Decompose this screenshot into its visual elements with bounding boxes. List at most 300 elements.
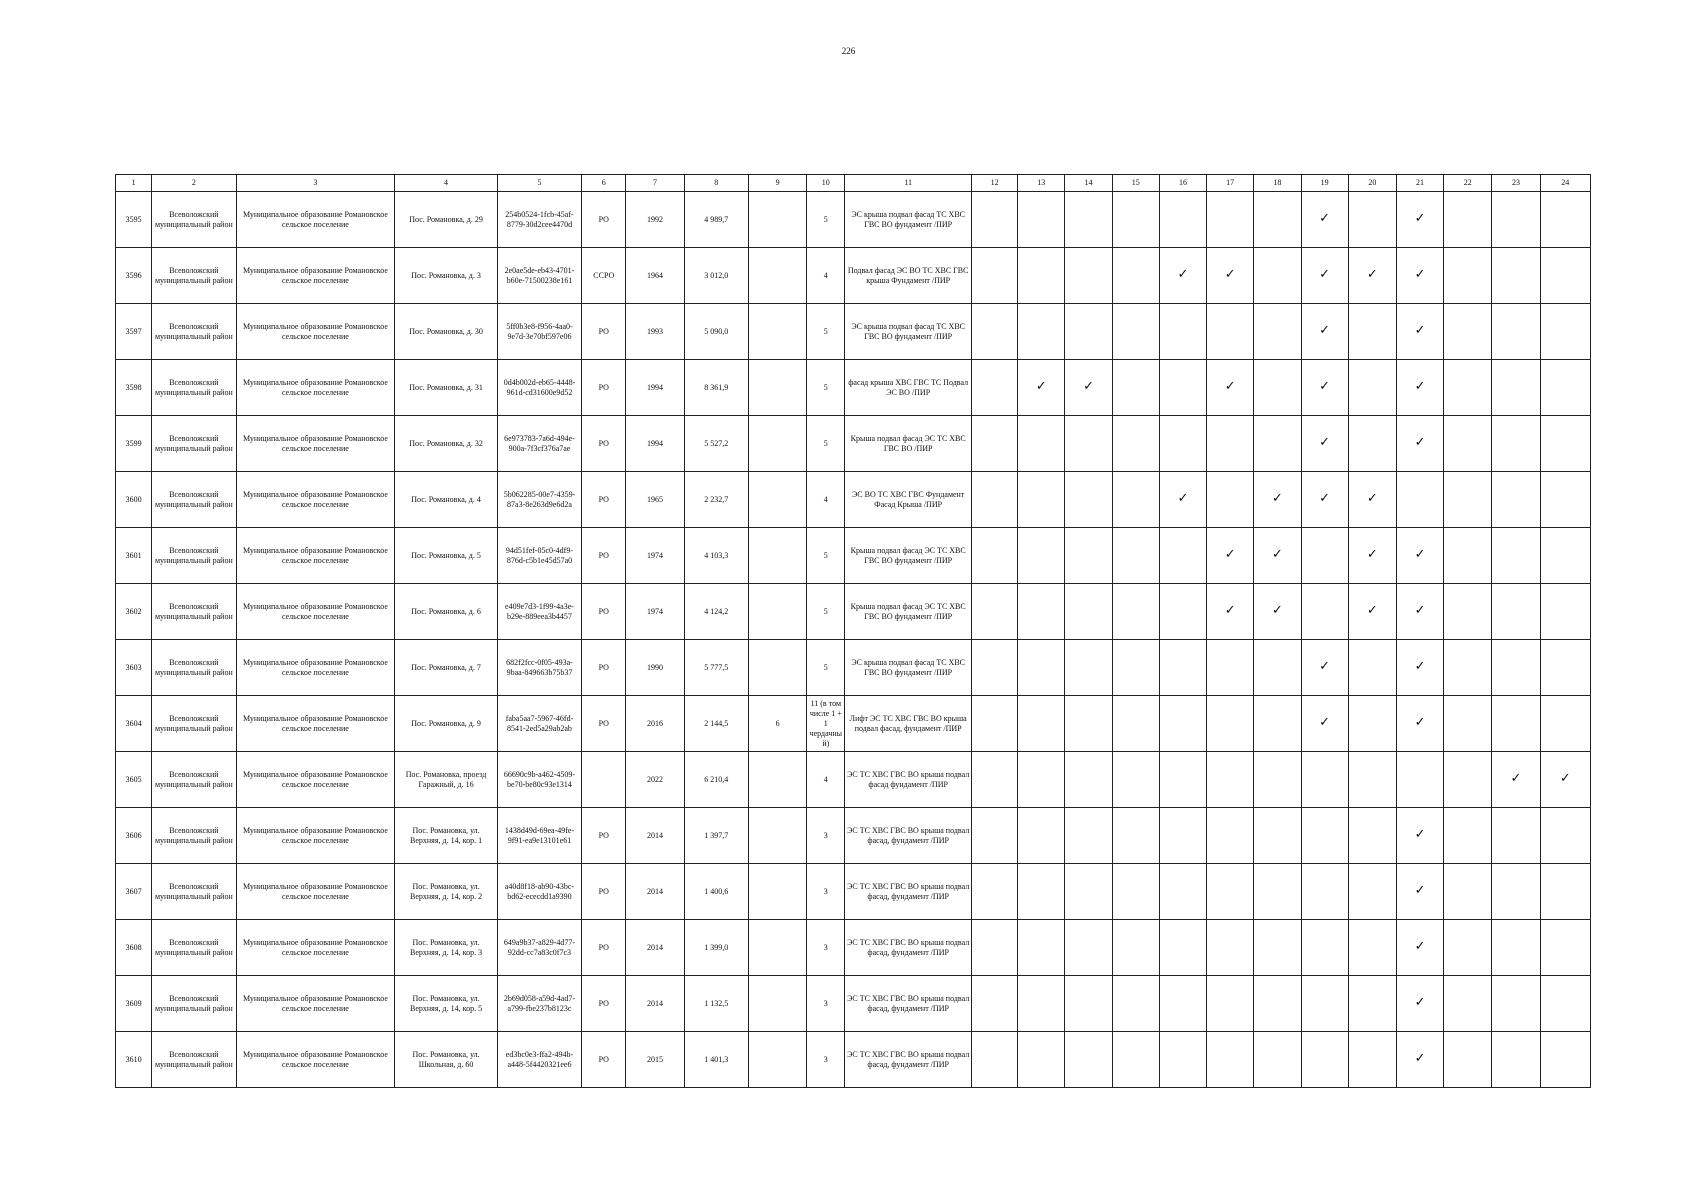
- empty-cell-19: [1301, 584, 1348, 640]
- district-cell: Всеволожский муниципальный район: [152, 1032, 236, 1088]
- works-cell: Лифт ЭС ТС ХВС ГВС ВО крыша подвал фасад, фундамент /ПИР: [845, 696, 972, 752]
- empty-cell-12: [971, 360, 1017, 416]
- col9-cell: [748, 360, 806, 416]
- works-cell: фасад крыша ХВС ГВС ТС Подвал ЭС ВО /ПИР: [845, 360, 972, 416]
- municipality-cell: Муниципальное образование Романовское сельское поселение: [236, 528, 395, 584]
- works-cell: ЭС ТС ХВС ГВС ВО крыша подвал фасад, фундамент /ПИР: [845, 920, 972, 976]
- table-row: [116, 920, 1591, 976]
- check-cell-23: [1492, 752, 1540, 808]
- check-cell-20: [1348, 248, 1396, 304]
- guid-cell: 6e973783-7a6d-494e-900a-7f3cf376a7ae: [497, 416, 581, 472]
- guid-cell: faba5aa7-5967-46fd-8541-2ed5a29ab2ab: [497, 696, 581, 752]
- district-cell: Всеволожский муниципальный район: [152, 640, 236, 696]
- address-cell: Пос. Романовка, ул. Верхняя, д. 14, кор. 5: [395, 976, 497, 1032]
- guid-cell: 1438d49d-69ea-49fe-9f91-ea9e13101e61: [497, 808, 581, 864]
- check-mark-icon: ✓: [1271, 603, 1283, 618]
- empty-cell-14: [1065, 416, 1112, 472]
- empty-cell-22: [1444, 808, 1492, 864]
- empty-cell-18: [1254, 696, 1301, 752]
- works-cell: ЭС ТС ХВС ГВС ВО крыша подвал фасад, фундамент /ПИР: [845, 1032, 972, 1088]
- org-cell: [582, 752, 626, 808]
- empty-cell-24: [1540, 976, 1590, 1032]
- check-cell-19: [1301, 640, 1348, 696]
- year-cell: 1994: [626, 416, 684, 472]
- empty-cell-15: [1112, 472, 1159, 528]
- address-cell: Пос. Романовка, ул. Школьная, д. 60: [395, 1032, 497, 1088]
- area-cell: 3 012,0: [684, 248, 748, 304]
- empty-cell-19: [1301, 808, 1348, 864]
- row-number-cell: 3601: [116, 528, 152, 584]
- check-mark-icon: ✓: [1414, 939, 1426, 954]
- guid-cell: 2e0ae5de-eb43-4701-b60e-71500238e161: [497, 248, 581, 304]
- check-mark-icon: ✓: [1224, 379, 1236, 394]
- empty-cell-22: [1444, 1032, 1492, 1088]
- check-cell-21: [1396, 192, 1443, 248]
- empty-cell-13: [1018, 864, 1065, 920]
- check-cell-21: [1396, 808, 1443, 864]
- org-cell: РО: [582, 528, 626, 584]
- org-cell: РО: [582, 304, 626, 360]
- table-row: [116, 584, 1591, 640]
- guid-cell: e409e7d3-1f99-4a3e-b29e-889eea3b4457: [497, 584, 581, 640]
- empty-cell-18: [1254, 920, 1301, 976]
- year-cell: 2022: [626, 752, 684, 808]
- empty-cell-15: [1112, 304, 1159, 360]
- empty-cell-16: [1159, 920, 1206, 976]
- municipality-cell: Муниципальное образование Романовское сельское поселение: [236, 1032, 395, 1088]
- table-body: [116, 175, 1591, 1088]
- empty-cell-13: [1018, 1032, 1065, 1088]
- area-cell: 1 132,5: [684, 976, 748, 1032]
- empty-cell-18: [1254, 416, 1301, 472]
- check-mark-icon: ✓: [1414, 379, 1426, 394]
- address-cell: Пос. Романовка, д. 4: [395, 472, 497, 528]
- empty-cell-17: [1207, 696, 1254, 752]
- guid-cell: 2b69d058-a59d-4ad7-a799-fbe237b8123c: [497, 976, 581, 1032]
- check-mark-icon: ✓: [1414, 435, 1426, 450]
- area-cell: 4 989,7: [684, 192, 748, 248]
- empty-cell-16: [1159, 304, 1206, 360]
- area-cell: 5 527,2: [684, 416, 748, 472]
- empty-cell-15: [1112, 640, 1159, 696]
- row-number-cell: 3610: [116, 1032, 152, 1088]
- empty-cell-22: [1444, 640, 1492, 696]
- floors-cell: 4: [807, 752, 845, 808]
- check-mark-icon: ✓: [1319, 211, 1331, 226]
- row-number-cell: 3608: [116, 920, 152, 976]
- check-mark-icon: ✓: [1319, 323, 1331, 338]
- table-row: [116, 472, 1591, 528]
- empty-cell-19: [1301, 864, 1348, 920]
- works-cell: ЭС ТС ХВС ГВС ВО крыша подвал фасад, фундамент /ПИР: [845, 808, 972, 864]
- empty-cell-14: [1065, 752, 1112, 808]
- works-cell: ЭС крыша подвал фасад ТС ХВС ГВС ВО фундамент /ПИР: [845, 304, 972, 360]
- column-number-cell: 8: [684, 175, 748, 192]
- check-mark-icon: ✓: [1414, 603, 1426, 618]
- page-number: 226: [841, 46, 856, 56]
- org-cell: РО: [582, 976, 626, 1032]
- column-number-cell: 21: [1396, 175, 1443, 192]
- district-cell: Всеволожский муниципальный район: [152, 304, 236, 360]
- check-cell-17: [1207, 584, 1254, 640]
- check-cell-20: [1348, 472, 1396, 528]
- empty-cell-15: [1112, 416, 1159, 472]
- check-mark-icon: ✓: [1414, 267, 1426, 282]
- empty-cell-14: [1065, 528, 1112, 584]
- check-mark-icon: ✓: [1366, 547, 1378, 562]
- address-cell: Пос. Романовка, д. 5: [395, 528, 497, 584]
- empty-cell-12: [971, 528, 1017, 584]
- empty-cell-17: [1207, 192, 1254, 248]
- check-cell-17: [1207, 528, 1254, 584]
- floors-cell: 5: [807, 304, 845, 360]
- column-number-cell: 12: [971, 175, 1017, 192]
- empty-cell-20: [1348, 192, 1396, 248]
- column-number-cell: 11: [845, 175, 972, 192]
- year-cell: 2016: [626, 696, 684, 752]
- empty-cell-21: [1396, 472, 1443, 528]
- col9-cell: [748, 808, 806, 864]
- works-cell: ЭС крыша подвал фасад ТС ХВС ГВС ВО фундамент /ПИР: [845, 640, 972, 696]
- empty-cell-22: [1444, 360, 1492, 416]
- empty-cell-15: [1112, 864, 1159, 920]
- address-cell: Пос. Романовка, д. 31: [395, 360, 497, 416]
- empty-cell-13: [1018, 416, 1065, 472]
- empty-cell-20: [1348, 416, 1396, 472]
- row-number-cell: 3600: [116, 472, 152, 528]
- empty-cell-17: [1207, 920, 1254, 976]
- check-mark-icon: ✓: [1083, 379, 1094, 394]
- org-cell: РО: [582, 192, 626, 248]
- year-cell: 1965: [626, 472, 684, 528]
- guid-cell: 5b062285-00e7-4359-87a3-8e263d9e6d2a: [497, 472, 581, 528]
- check-mark-icon: ✓: [1414, 995, 1426, 1010]
- row-number-cell: 3603: [116, 640, 152, 696]
- municipality-cell: Муниципальное образование Романовское сельское поселение: [236, 360, 395, 416]
- works-cell: ЭС ТС ХВС ГВС ВО крыша подвал фасад, фундамент /ПИР: [845, 864, 972, 920]
- empty-cell-23: [1492, 472, 1540, 528]
- row-number-cell: 3597: [116, 304, 152, 360]
- check-cell-21: [1396, 640, 1443, 696]
- check-cell-21: [1396, 1032, 1443, 1088]
- check-cell-19: [1301, 360, 1348, 416]
- table-row: [116, 752, 1591, 808]
- empty-cell-20: [1348, 752, 1396, 808]
- org-cell: ССРО: [582, 248, 626, 304]
- row-number-cell: 3609: [116, 976, 152, 1032]
- empty-cell-16: [1159, 416, 1206, 472]
- check-cell-21: [1396, 528, 1443, 584]
- municipality-cell: Муниципальное образование Романовское сельское поселение: [236, 696, 395, 752]
- district-cell: Всеволожский муниципальный район: [152, 472, 236, 528]
- check-cell-19: [1301, 304, 1348, 360]
- empty-cell-18: [1254, 752, 1301, 808]
- check-mark-icon: ✓: [1319, 379, 1331, 394]
- empty-cell-19: [1301, 920, 1348, 976]
- col9-cell: [748, 192, 806, 248]
- check-mark-icon: ✓: [1414, 883, 1426, 898]
- empty-cell-18: [1254, 1032, 1301, 1088]
- org-cell: РО: [582, 640, 626, 696]
- column-number-cell: 7: [626, 175, 684, 192]
- empty-cell-12: [971, 808, 1017, 864]
- floors-cell: 4: [807, 248, 845, 304]
- empty-cell-22: [1444, 472, 1492, 528]
- floors-cell: 5: [807, 584, 845, 640]
- empty-cell-14: [1065, 696, 1112, 752]
- column-number-cell: 4: [395, 175, 497, 192]
- guid-cell: 682f2fcc-0f05-493a-9baa-849663b75b37: [497, 640, 581, 696]
- empty-cell-17: [1207, 640, 1254, 696]
- check-cell-19: [1301, 248, 1348, 304]
- column-number-cell: 13: [1018, 175, 1065, 192]
- row-number-cell: 3595: [116, 192, 152, 248]
- works-cell: ЭС ВО ТС ХВС ГВС Фундамент Фасад Крыша /ПИР: [845, 472, 972, 528]
- empty-cell-23: [1492, 1032, 1540, 1088]
- empty-cell-18: [1254, 304, 1301, 360]
- municipality-cell: Муниципальное образование Романовское сельское поселение: [236, 864, 395, 920]
- area-cell: 1 397,7: [684, 808, 748, 864]
- column-number-cell: 16: [1159, 175, 1206, 192]
- col9-cell: [748, 416, 806, 472]
- municipality-cell: Муниципальное образование Романовское сельское поселение: [236, 808, 395, 864]
- area-cell: 2 232,7: [684, 472, 748, 528]
- empty-cell-18: [1254, 640, 1301, 696]
- empty-cell-20: [1348, 640, 1396, 696]
- check-mark-icon: ✓: [1510, 771, 1522, 786]
- empty-cell-23: [1492, 192, 1540, 248]
- check-mark-icon: ✓: [1177, 267, 1189, 282]
- year-cell: 2014: [626, 808, 684, 864]
- empty-cell-12: [971, 696, 1017, 752]
- row-number-cell: 3606: [116, 808, 152, 864]
- municipality-cell: Муниципальное образование Романовское сельское поселение: [236, 920, 395, 976]
- empty-cell-24: [1540, 192, 1590, 248]
- check-mark-icon: ✓: [1224, 603, 1236, 618]
- area-cell: 4 124,2: [684, 584, 748, 640]
- check-mark-icon: ✓: [1414, 1051, 1426, 1066]
- check-cell-21: [1396, 304, 1443, 360]
- address-cell: Пос. Романовка, д. 6: [395, 584, 497, 640]
- empty-cell-17: [1207, 864, 1254, 920]
- year-cell: 1974: [626, 528, 684, 584]
- col9-cell: [748, 752, 806, 808]
- municipality-cell: Муниципальное образование Романовское сельское поселение: [236, 248, 395, 304]
- year-cell: 1964: [626, 248, 684, 304]
- empty-cell-14: [1065, 192, 1112, 248]
- row-number-cell: 3607: [116, 864, 152, 920]
- empty-cell-14: [1065, 920, 1112, 976]
- check-mark-icon: ✓: [1319, 491, 1331, 506]
- empty-cell-15: [1112, 584, 1159, 640]
- empty-cell-22: [1444, 696, 1492, 752]
- column-number-cell: 14: [1065, 175, 1112, 192]
- floors-cell: 5: [807, 416, 845, 472]
- check-cell-18: [1254, 528, 1301, 584]
- empty-cell-12: [971, 248, 1017, 304]
- district-cell: Всеволожский муниципальный район: [152, 192, 236, 248]
- works-cell: Крыша подвал фасад ЭС ТС ХВС ГВС ВО фундамент /ПИР: [845, 584, 972, 640]
- empty-cell-12: [971, 864, 1017, 920]
- empty-cell-19: [1301, 1032, 1348, 1088]
- address-cell: Пос. Романовка, д. 32: [395, 416, 497, 472]
- col9-cell: [748, 584, 806, 640]
- works-cell: ЭС ТС ХВС ГВС ВО крыша подвал фасад фундамент /ПИР: [845, 752, 972, 808]
- address-cell: Пос. Романовка, проезд Гаражный, д. 16: [395, 752, 497, 808]
- empty-cell-22: [1444, 248, 1492, 304]
- guid-cell: 66690c9b-a462-4509-be70-be80c93e1314: [497, 752, 581, 808]
- empty-cell-16: [1159, 1032, 1206, 1088]
- empty-cell-15: [1112, 976, 1159, 1032]
- row-number-cell: 3599: [116, 416, 152, 472]
- empty-cell-22: [1444, 920, 1492, 976]
- floors-cell: 3: [807, 976, 845, 1032]
- column-number-cell: 24: [1540, 175, 1590, 192]
- municipality-cell: Муниципальное образование Романовское сельское поселение: [236, 752, 395, 808]
- col9-cell: [748, 304, 806, 360]
- empty-cell-23: [1492, 416, 1540, 472]
- check-mark-icon: ✓: [1414, 323, 1426, 338]
- col9-cell: [748, 976, 806, 1032]
- check-mark-icon: ✓: [1366, 267, 1378, 282]
- check-cell-19: [1301, 696, 1348, 752]
- check-mark-icon: ✓: [1319, 435, 1331, 450]
- district-cell: Всеволожский муниципальный район: [152, 976, 236, 1032]
- district-cell: Всеволожский муниципальный район: [152, 584, 236, 640]
- works-cell: Крыша подвал фасад ЭС ТС ХВС ГВС ВО фундамент /ПИР: [845, 528, 972, 584]
- empty-cell-13: [1018, 528, 1065, 584]
- column-number-cell: 17: [1207, 175, 1254, 192]
- empty-cell-23: [1492, 584, 1540, 640]
- check-cell-21: [1396, 248, 1443, 304]
- empty-cell-16: [1159, 976, 1206, 1032]
- area-cell: 2 144,5: [684, 696, 748, 752]
- check-cell-21: [1396, 584, 1443, 640]
- year-cell: 1990: [626, 640, 684, 696]
- empty-cell-24: [1540, 248, 1590, 304]
- table-row: [116, 696, 1591, 752]
- guid-cell: 94d51fef-05c0-4df9-876d-c5b1e45d57a0: [497, 528, 581, 584]
- empty-cell-12: [971, 1032, 1017, 1088]
- check-mark-icon: ✓: [1414, 827, 1426, 842]
- empty-cell-17: [1207, 1032, 1254, 1088]
- empty-cell-13: [1018, 304, 1065, 360]
- area-cell: 4 103,3: [684, 528, 748, 584]
- empty-cell-20: [1348, 1032, 1396, 1088]
- org-cell: РО: [582, 864, 626, 920]
- empty-cell-21: [1396, 752, 1443, 808]
- district-cell: Всеволожский муниципальный район: [152, 864, 236, 920]
- empty-cell-13: [1018, 808, 1065, 864]
- column-number-cell: 2: [152, 175, 236, 192]
- empty-cell-12: [971, 304, 1017, 360]
- check-mark-icon: ✓: [1414, 715, 1426, 730]
- empty-cell-16: [1159, 192, 1206, 248]
- empty-cell-24: [1540, 584, 1590, 640]
- check-mark-icon: ✓: [1271, 491, 1283, 506]
- column-number-cell: 3: [236, 175, 395, 192]
- empty-cell-20: [1348, 976, 1396, 1032]
- empty-cell-13: [1018, 640, 1065, 696]
- empty-cell-23: [1492, 696, 1540, 752]
- empty-cell-23: [1492, 920, 1540, 976]
- column-number-cell: 23: [1492, 175, 1540, 192]
- year-cell: 1993: [626, 304, 684, 360]
- col9-cell: [748, 248, 806, 304]
- column-number-cell: 19: [1301, 175, 1348, 192]
- col9-cell: 6: [748, 696, 806, 752]
- empty-cell-13: [1018, 192, 1065, 248]
- address-cell: Пос. Романовка, д. 3: [395, 248, 497, 304]
- check-cell-20: [1348, 528, 1396, 584]
- empty-cell-13: [1018, 920, 1065, 976]
- empty-cell-16: [1159, 528, 1206, 584]
- org-cell: РО: [582, 416, 626, 472]
- row-number-cell: 3605: [116, 752, 152, 808]
- housing-register-table: [115, 174, 1591, 1088]
- empty-cell-15: [1112, 360, 1159, 416]
- empty-cell-19: [1301, 976, 1348, 1032]
- empty-cell-23: [1492, 304, 1540, 360]
- empty-cell-22: [1444, 752, 1492, 808]
- guid-cell: 649a9b37-a829-4d77-92dd-cc7a83c0f7c3: [497, 920, 581, 976]
- empty-cell-17: [1207, 752, 1254, 808]
- table-row: [116, 808, 1591, 864]
- col9-cell: [748, 1032, 806, 1088]
- empty-cell-15: [1112, 248, 1159, 304]
- address-cell: Пос. Романовка, ул. Верхняя, д. 14, кор. 2: [395, 864, 497, 920]
- check-cell-21: [1396, 360, 1443, 416]
- col9-cell: [748, 640, 806, 696]
- check-cell-18: [1254, 584, 1301, 640]
- empty-cell-17: [1207, 808, 1254, 864]
- district-cell: Всеволожский муниципальный район: [152, 248, 236, 304]
- row-number-cell: 3596: [116, 248, 152, 304]
- check-mark-icon: ✓: [1319, 715, 1331, 730]
- guid-cell: ed3bc0e3-ffa2-494b-a448-5f4420321ee6: [497, 1032, 581, 1088]
- municipality-cell: Муниципальное образование Романовское сельское поселение: [236, 584, 395, 640]
- empty-cell-14: [1065, 976, 1112, 1032]
- empty-cell-24: [1540, 1032, 1590, 1088]
- empty-cell-16: [1159, 808, 1206, 864]
- check-mark-icon: ✓: [1414, 659, 1426, 674]
- floors-cell: 3: [807, 808, 845, 864]
- empty-cell-15: [1112, 752, 1159, 808]
- empty-cell-18: [1254, 248, 1301, 304]
- table-row: [116, 248, 1591, 304]
- check-cell-19: [1301, 416, 1348, 472]
- check-cell-21: [1396, 696, 1443, 752]
- column-number-cell: 10: [807, 175, 845, 192]
- works-cell: Крыша подвал фасад ЭС ТС ХВС ГВС ВО /ПИР: [845, 416, 972, 472]
- check-mark-icon: ✓: [1414, 211, 1426, 226]
- column-number-cell: 20: [1348, 175, 1396, 192]
- floors-cell: 5: [807, 360, 845, 416]
- check-cell-17: [1207, 360, 1254, 416]
- empty-cell-19: [1301, 528, 1348, 584]
- org-cell: РО: [582, 360, 626, 416]
- district-cell: Всеволожский муниципальный район: [152, 920, 236, 976]
- works-cell: ЭС ТС ХВС ГВС ВО крыша подвал фасад, фундамент /ПИР: [845, 976, 972, 1032]
- empty-cell-24: [1540, 920, 1590, 976]
- address-cell: Пос. Романовка, д. 7: [395, 640, 497, 696]
- empty-cell-22: [1444, 584, 1492, 640]
- column-number-row: [116, 175, 1591, 192]
- year-cell: 1992: [626, 192, 684, 248]
- floors-cell: 11 (в том числе 1 + 1 чердачный): [807, 696, 845, 752]
- floors-cell: 5: [807, 192, 845, 248]
- check-cell-17: [1207, 248, 1254, 304]
